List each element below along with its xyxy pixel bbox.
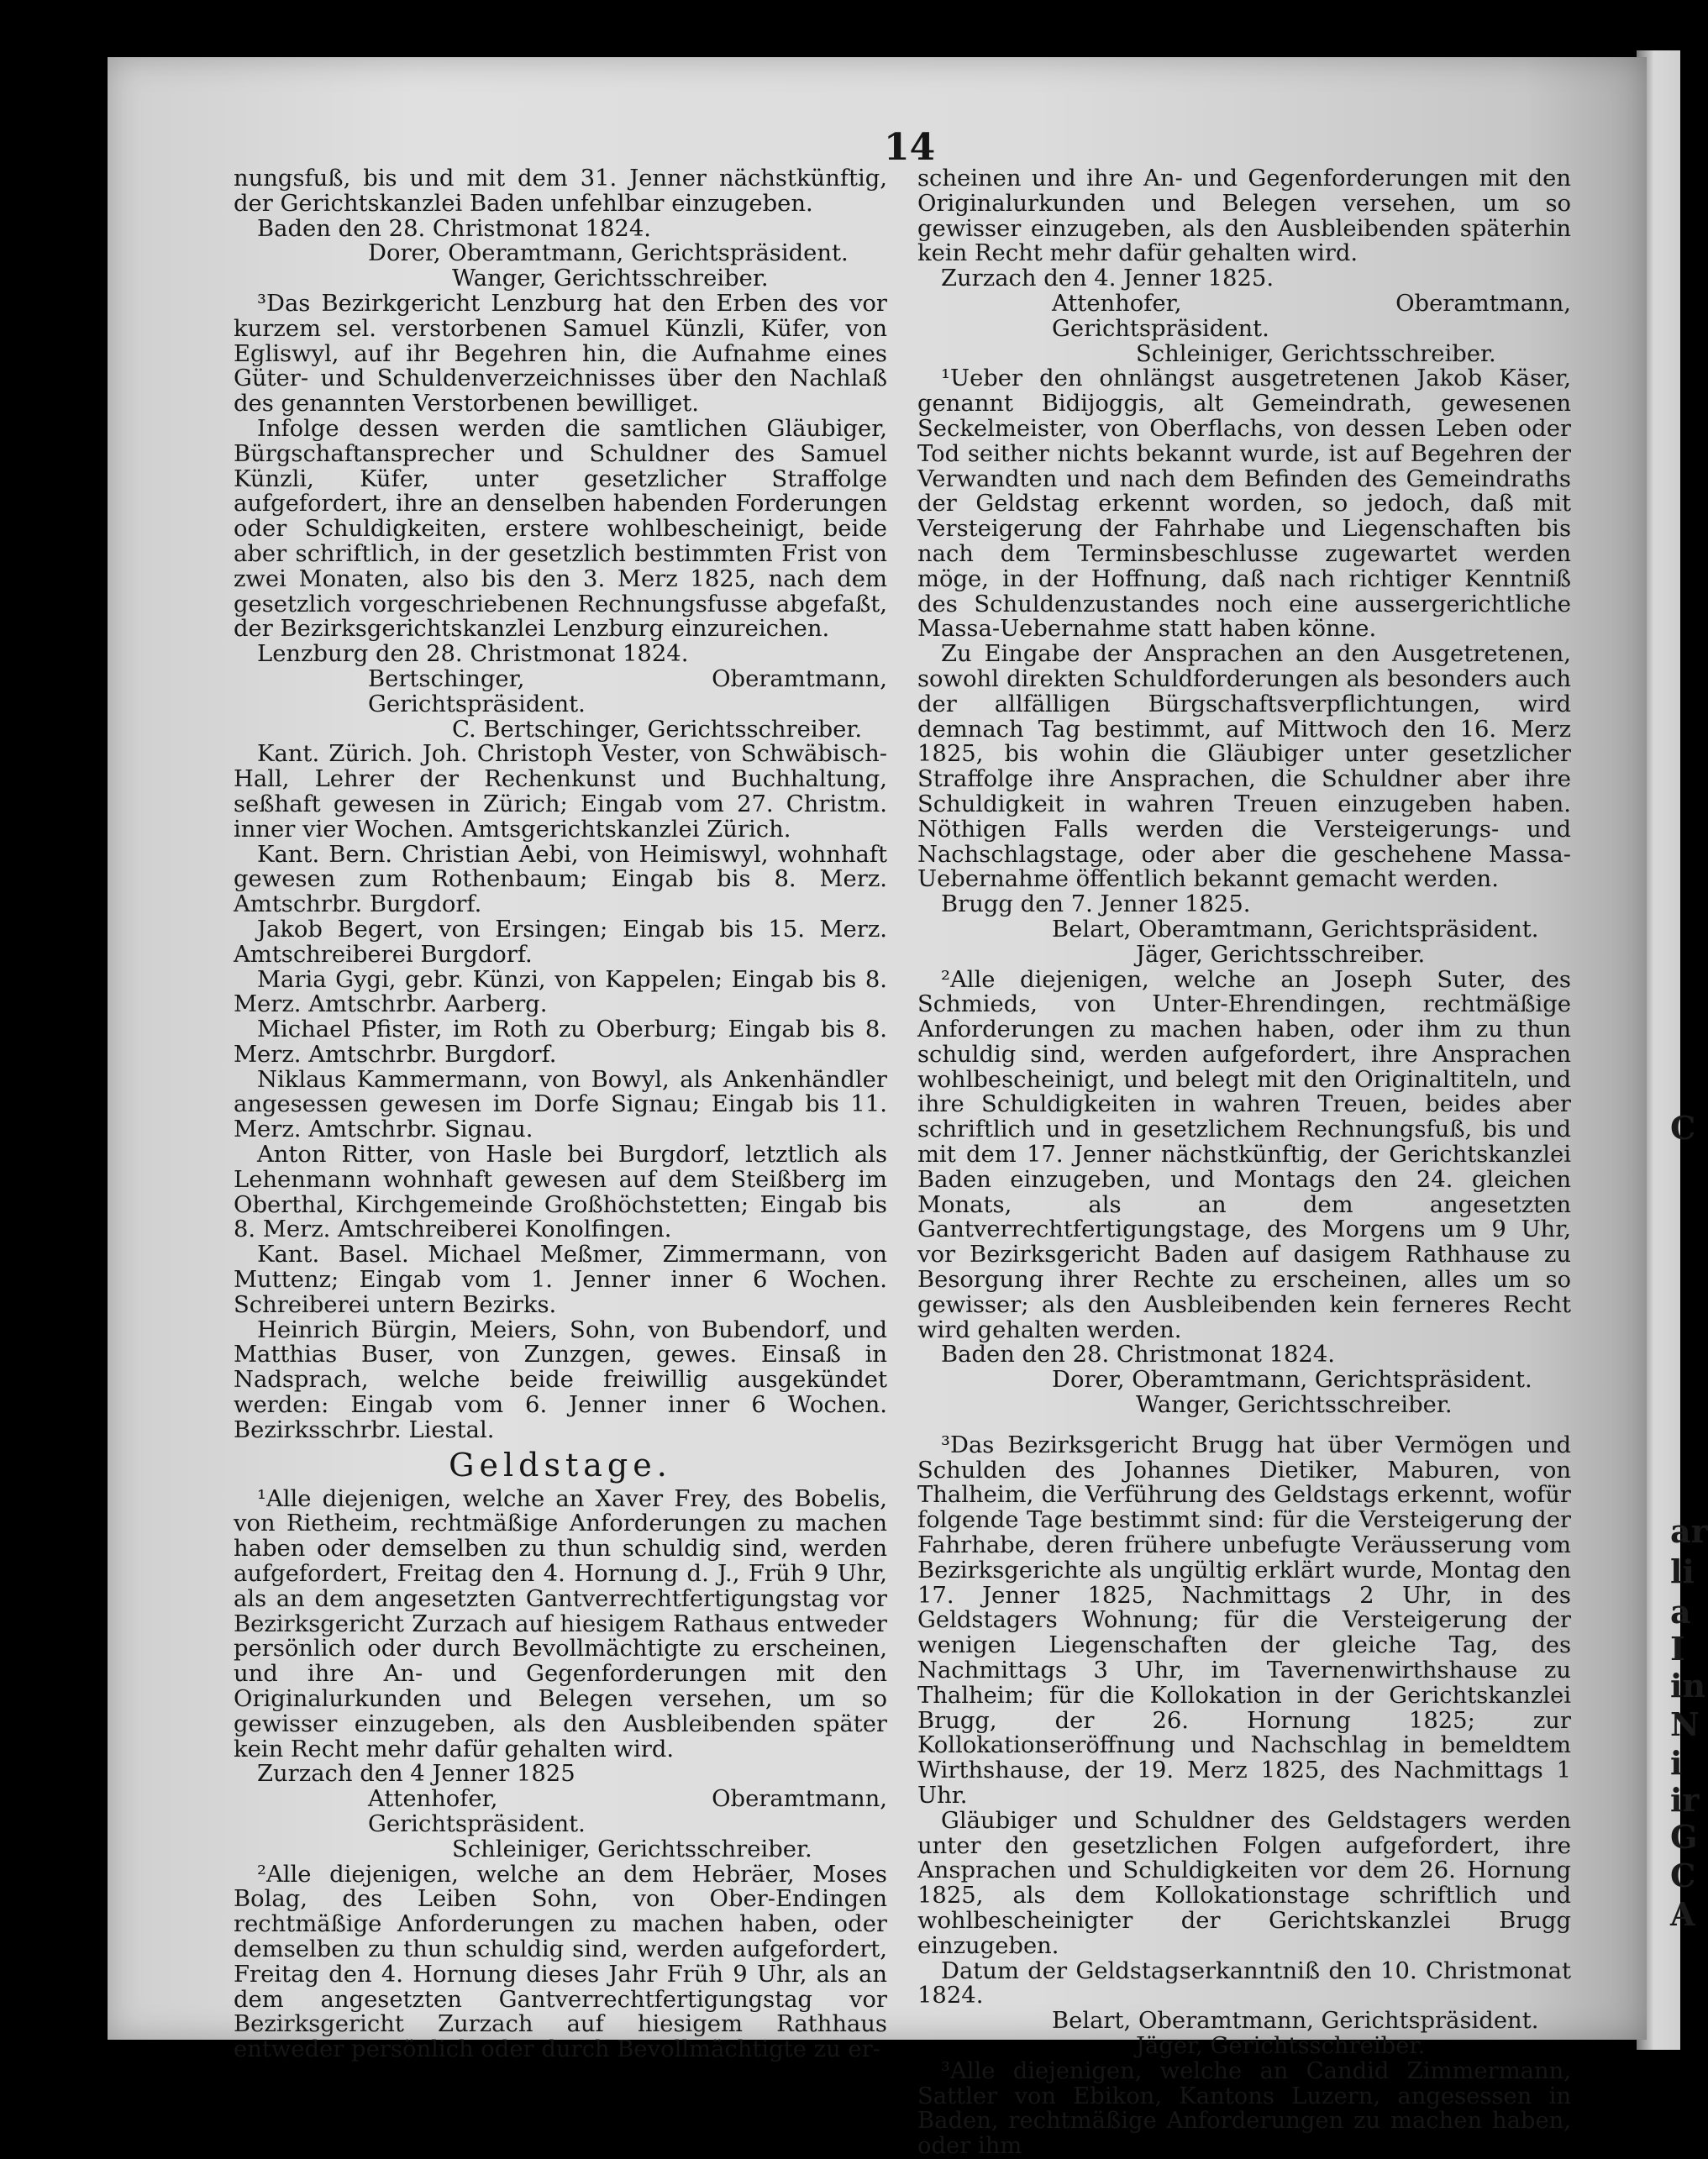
- signature-president: Attenhofer, Oberamtmann, Gerichtspräsident.: [1052, 290, 1571, 342]
- dateline: Datum der Geldstagserkanntniß den 10. Christmonat 1824.: [917, 1957, 1571, 2009]
- signature-clerk: Wanger, Gerichtsschreiber.: [1136, 1392, 1453, 1419]
- dateline: Zurzach den 4. Jenner 1825.: [941, 265, 1274, 292]
- edge-fragment: N: [1670, 1705, 1700, 1743]
- paragraph: Zu Eingabe der Ansprachen an den Ausgetretenen, sowohl direkten Schuldforderungen als besonders auch der allfälligen Bürgschaftsverpflichtungen, wird demnach Tag bestimmt, auf Mittwoch den 16. Merz 1825, bis wohin die Gläubiger unter gesetzlicher Straffolge ihre Ansprachen, die Schuldner aber ihre Schuldigkeit in wahren Treuen einzugeben haben. Nöthigen Falls werden die Versteigerungs- und Nachschlagstage, oder aber die geschehene Massa-Uebernahme öffentlich bekannt gemacht werden.: [917, 641, 1571, 893]
- paragraph: Infolge dessen werden die samtlichen Gläubiger, Bürgschaftansprecher und Schuldner des Samuel Künzli, Küfer, unter gesetzlicher Straffolge aufgefordert, ihre an denselben habenden Forderungen oder Schuldigkeiten, erstere wohlbescheinigt, beide aber schriftlich, in der gesetzlich bestimmten Frist von zwei Monaten, also bis den 3. Merz 1825, nach dem gesetzlich vorgeschriebenen Rechnungsfusse abgefaßt, der Bezirksgerichtskanzlei Lenzburg einzureichen.: [234, 415, 887, 643]
- paragraph: scheinen und ihre An- und Gegenforderungen mit den Originalurkunden und Belegen versehen, um so gewisser einzugeben, als den Ausbleibenden späterhin kein Recht mehr dafür gehalten wird.: [917, 165, 1571, 267]
- notice-entry: Heinrich Bürgin, Meiers, Sohn, von Bubendorf, und Matthias Buser, von Zunzgen, gewes. Einsaß in Nadsprach, welche beide freiwillig ausgekündet werden: Eingab vom 6. Jenner inner 6 Wochen. Bezirksschrbr. Liestal.: [234, 1316, 887, 1443]
- edge-fragment: i: [1670, 1744, 1683, 1782]
- edge-fragment: ir: [1670, 1781, 1700, 1819]
- notice-entry: Niklaus Kammermann, von Bowyl, als Ankenhändler angesessen gewesen im Dorfe Signau; Eingab bis 11. Merz. Amtschrbr. Signau.: [234, 1066, 887, 1143]
- notice-entry: Maria Gygi, gebr. Künzi, von Kappelen; Eingab bis 8. Merz. Amtschrbr. Aarberg.: [234, 966, 887, 1018]
- notice-entry: Kant. Basel. Michael Meßmer, Zimmermann, von Muttenz; Eingab vom 1. Jenner inner 6 Wochen. Schreiberei untern Bezirks.: [234, 1242, 887, 1318]
- signature-clerk: Jäger, Gerichtsschreiber.: [1136, 2032, 1426, 2059]
- dateline: Baden den 28. Christmonat 1824.: [941, 1342, 1335, 1368]
- edge-fragment: ar: [1670, 1512, 1708, 1550]
- notice-entry: Kant. Zürich. Joh. Christoph Vester, von Schwäbisch-Hall, Lehrer der Rechenkunst und Buchhaltung, seßhaft gewesen in Zürich; Eingab vom 27. Christm. inner vier Wochen. Amtsgerichtskanzlei Zürich.: [234, 741, 887, 843]
- notice-entry: Kant. Bern. Christian Aebi, von Heimiswyl, wohnhaft gewesen zum Rothenbaum; Eingab bis 8. Merz. Amtschrbr. Burgdorf.: [234, 841, 887, 918]
- paragraph: ²Alle diejenigen, welche an Joseph Suter, des Schmieds, von Unter-Ehrendingen, rechtmäßige Anforderungen zu machen haben, oder ihm zu thun schuldig sind, werden aufgefordert, ihre Ansprachen wohlbescheinigt, und belegt mit den Originaltiteln, und ihre Schuldigkeiten in wahren Treuen, beides aber schriftlich und in gesetzlichem Rechnungsfuß, bis und mit dem 17. Jenner nächstkünftig, der Gerichtskanzlei Baden einzugeben, und Montags den 24. gleichen Monats, als an dem angesetzten Gantverrechtfertigungstage, des Morgens um 9 Uhr, vor Bezirksgericht Baden auf dasigem Rathhause zu Besorgung ihrer Rechte zu erscheinen, alles um so gewisser; als den Ausbleibenden kein ferneres Recht wird gehalten werden.: [917, 966, 1571, 1343]
- signature-clerk: Jäger, Gerichtsschreiber.: [1136, 941, 1426, 968]
- notice-entry: Michael Pfister, im Roth zu Oberburg; Eingab bis 8. Merz. Amtschrbr. Burgdorf.: [234, 1016, 887, 1068]
- dateline: Zurzach den 4 Jenner 1825: [257, 1761, 575, 1788]
- notice-entry: Anton Ritter, von Hasle bei Burgdorf, letztlich als Lehenmann wohnhaft gewesen auf dem Steißberg im Oberthal, Kirchgemeinde Großhöchstetten; Eingab bis 8. Merz. Amtschreiberei Konolfingen.: [234, 1142, 887, 1243]
- edge-fragment: a: [1670, 1593, 1691, 1631]
- paragraph: ³Das Bezirksgericht Brugg hat über Vermögen und Schulden des Johannes Dietiker, Maburen, von Thalheim, die Verführung des Geldstags erkennt, wofür folgende Tage bestimmt sind: für die Versteigerung der Fahrhabe, deren frühere unbefugte Veräusserung vom Bezirksgerichte als ungültig erklärt wurde, Montag den 17. Jenner 1825, Nachmittags 2 Uhr, in des Geldstagers Wohnung; für die Versteigerung der wenigen Liegenschaften der gleiche Tag, des Nachmittags 3 Uhr, im Tavernenwirthshause zu Thalheim; für die Kollokation in der Gerichtskanzlei Brugg, der 26. Hornung 1825; zur Kollokationseröffnung und Nachschlag in bemeldtem Wirthshause, der 19. Merz 1825, des Nachmittags 1 Uhr.: [917, 1431, 1571, 1809]
- notice-entry: Jakob Begert, von Ersingen; Eingab bis 15. Merz. Amtschreiberei Burgdorf.: [234, 916, 887, 968]
- paragraph: Gläubiger und Schuldner des Geldstagers werden unter den gesetzlichen Folgen aufgefordert, ihre Ansprachen und Schuldigkeiten vor dem 26. Hornung 1825, als dem Kollokationstage schriftlich und wohlbescheinigter der Gerichtskanzlei Brugg einzugeben.: [917, 1807, 1571, 1959]
- paragraph: ¹Ueber den ohnlängst ausgetretenen Jakob Käser, genannt Bidijoggis, alt Gemeindrath, gewesenen Seckelmeister, von Oberflachs, von dessen Leben oder Tod seither nichts bekannt wurde, ist auf Begehren der Verwandten und nach dem Befinden des Gemeindraths der Geldstag erkennt worden, so jedoch, daß mit Versteigerung der Fahrhabe und Liegenschaften bis nach dem Terminsbeschlusse zugewartet werden möge, in der Hoffnung, daß nach richtiger Kenntniß des Schuldenzustandes noch eine aussergerichtliche Massa-Uebernahme statt haben könne.: [917, 365, 1571, 643]
- dateline: Baden den 28. Christmonat 1824.: [257, 215, 651, 242]
- left-column: [234, 166, 887, 2062]
- dateline: Brugg den 7. Jenner 1825.: [941, 891, 1251, 918]
- signature-president: Dorer, Oberamtmann, Gerichtspräsident.: [1052, 1367, 1532, 1394]
- paragraph: ³Das Bezirkgericht Lenzburg hat den Erben des vor kurzem sel. verstorbenen Samuel Künzli, Küfer, von Egliswyl, auf ihr Begehren hin, die Aufnahme eines Güter- und Schuldenverzeichnisses über den Nachlaß des genannten Verstorbenen bewilliget.: [234, 290, 887, 418]
- edge-fragment: A: [1670, 1895, 1695, 1933]
- paragraph: nungsfuß, bis und mit dem 31. Jenner nächstkünftig, der Gerichtskanzlei Baden unfehlbar einzugeben.: [234, 165, 887, 217]
- edge-fragment: li: [1670, 1552, 1695, 1590]
- paragraph: ¹Alle diejenigen, welche an Xaver Frey, des Bobelis, von Rietheim, rechtmäßige Anforderungen zu machen haben oder demselben zu thun schuldig sind, werden aufgefordert, Freitag den 4. Hornung d. J., Früh 9 Uhr, als an dem angesetzten Gantverrechtfertigungstag vor Bezirksgericht Zurzach auf hiesigem Rathaus entweder persönlich oder durch Bevollmächtigte zu erscheinen, und ihre An- und Gegenforderungen mit den Originalurkunden und Belegen versehen, um so gewisser einzugeben, als den Ausbleibenden später kein Recht mehr dafür gehalten wird.: [234, 1485, 887, 1762]
- signature-clerk: Schleiniger, Gerichtsschreiber.: [452, 1836, 812, 1862]
- dateline: Lenzburg den 28. Christmonat 1824.: [257, 641, 689, 668]
- edge-fragment: in: [1670, 1667, 1706, 1705]
- signature-president: Attenhofer, Oberamtmann, Gerichtspräsident.: [368, 1786, 887, 1837]
- edge-fragment: G: [1670, 1818, 1698, 1856]
- signature-clerk: Wanger, Gerichtsschreiber.: [452, 265, 769, 292]
- section-heading: Geldstage.: [449, 1446, 672, 1484]
- right-column: [917, 166, 1571, 2159]
- signature-president: Belart, Oberamtmann, Gerichtspräsident.: [1052, 2008, 1539, 2035]
- signature-clerk: Schleiniger, Gerichtsschreiber.: [1136, 340, 1496, 367]
- signature-president: Bertschinger, Oberamtmann, Gerichtspräsident.: [368, 665, 887, 717]
- edge-fragment: C: [1670, 1857, 1696, 1894]
- edge-fragment: C: [1670, 1109, 1696, 1147]
- signature-clerk: C. Bertschinger, Gerichtsschreiber.: [452, 716, 863, 743]
- paragraph: ³Alle diejenigen, welche an Candid Zimmermann, Sattler von Ebikon, Kantons Luzern, angesessen in Baden, rechtmäßige Anforderungen zu machen haben, oder ihm: [917, 2057, 1571, 2159]
- paragraph: ²Alle diejenigen, welche an dem Hebräer, Moses Bolag, des Leiben Sohn, von Ober-Endingen rechtmäßige Anforderungen zu machen haben, oder demselben zu thun schuldig sind, werden aufgefordert, Freitag den 4. Hornung dieses Jahr Früh 9 Uhr, als an dem angesetzten Gantverrechtfertigungstag vor Bezirksgericht Zurzach auf hiesigem Rathhaus entweder persönlich oder durch Bevollmächtigte zu er-: [234, 1861, 887, 2063]
- edge-fragment: I: [1670, 1630, 1685, 1668]
- page-number: 14: [884, 126, 936, 169]
- signature-president: Dorer, Oberamtmann, Gerichtspräsident.: [368, 240, 849, 267]
- signature-president: Belart, Oberamtmann, Gerichtspräsident.: [1052, 916, 1539, 943]
